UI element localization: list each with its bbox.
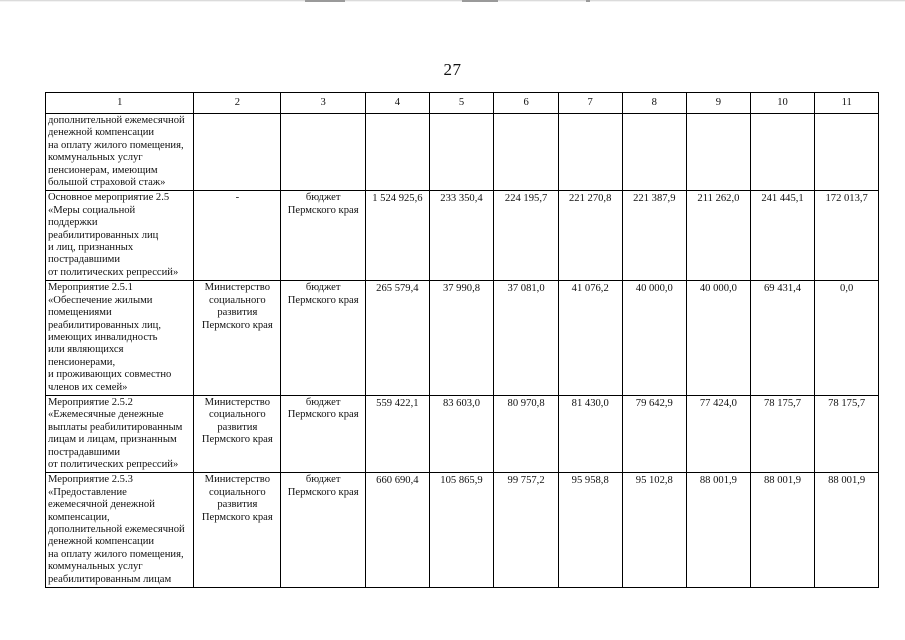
page-number: 27 [443,60,462,79]
amount-cell: 224 195,7 [494,191,559,281]
amount-cell: 211 262,0 [687,191,751,281]
amount-cell: 77 424,0 [687,395,751,472]
amount-cell: 559 422,1 [366,395,430,472]
scan-edge-mark [586,0,590,2]
amount-cell [366,114,430,191]
table-row [46,395,879,472]
amount-cell: 105 865,9 [429,473,494,588]
amount-cell [429,114,494,191]
funding-source-cell [281,114,366,191]
amount-cell: 40 000,0 [622,281,687,396]
column-number-header: 8 [622,93,687,114]
program-funding-table [45,92,879,588]
funding-source-cell: бюджет Пермского края [281,281,366,396]
amount-cell [687,114,751,191]
amount-cell: 88 001,9 [750,473,815,588]
amount-cell: 241 445,1 [750,191,815,281]
column-number-header: 4 [366,93,430,114]
amount-cell: 0,0 [815,281,879,396]
executor-cell: Министерство социального развития Пермского края [194,281,281,396]
measure-name-cell: Мероприятие 2.5.2 «Ежемесячные денежные выплаты реабилитированным лицам и лицам, признанным пострадавшими от политических репрессий» [46,395,194,472]
column-number-header: 7 [558,93,622,114]
amount-cell: 78 175,7 [815,395,879,472]
measure-name-cell: Мероприятие 2.5.3 «Предоставление ежемесячной денежной компенсации, дополнительной ежемесячной денежной компенсации на оплату жилого помещения, коммунальных услуг реабилитированным лицам [46,473,194,588]
amount-cell [494,114,559,191]
column-number-header: 5 [429,93,494,114]
amount-cell: 221 270,8 [558,191,622,281]
measure-name-cell: Основное мероприятие 2.5 «Меры социальной поддержки реабилитированных лиц и лиц, признанных пострадавшими от политических репрессий» [46,191,194,281]
column-number-header: 3 [281,93,366,114]
table-row [46,114,879,191]
amount-cell: 88 001,9 [815,473,879,588]
funding-source-cell: бюджет Пермского края [281,395,366,472]
amount-cell: 172 013,7 [815,191,879,281]
amount-cell: 79 642,9 [622,395,687,472]
measure-name-cell: Мероприятие 2.5.1 «Обеспечение жилыми помещениями реабилитированных лиц, имеющих инвалидность или являющихся пенсионерами, и проживающих совместно членов их семей» [46,281,194,396]
executor-cell: Министерство социального развития Пермского края [194,473,281,588]
funding-source-cell: бюджет Пермского края [281,191,366,281]
amount-cell: 95 958,8 [558,473,622,588]
column-number-header: 2 [194,93,281,114]
column-number-header: 1 [46,93,194,114]
column-number-header: 11 [815,93,879,114]
executor-cell: - [194,191,281,281]
amount-cell: 1 524 925,6 [366,191,430,281]
table-row [46,281,879,396]
amount-cell: 69 431,4 [750,281,815,396]
amount-cell: 41 076,2 [558,281,622,396]
amount-cell [750,114,815,191]
amount-cell: 99 757,2 [494,473,559,588]
column-number-header: 10 [750,93,815,114]
measure-name-cell: дополнительной ежемесячной денежной компенсации на оплату жилого помещения, коммунальных услуг пенсионерам, имеющим большой страховой стаж» [46,114,194,191]
amount-cell: 233 350,4 [429,191,494,281]
amount-cell: 83 603,0 [429,395,494,472]
amount-cell: 660 690,4 [366,473,430,588]
funding-source-cell: бюджет Пермского края [281,473,366,588]
amount-cell: 78 175,7 [750,395,815,472]
scan-top-edge [0,0,905,2]
table-row [46,191,879,281]
amount-cell: 81 430,0 [558,395,622,472]
amount-cell [815,114,879,191]
column-number-header: 6 [494,93,559,114]
amount-cell: 37 081,0 [494,281,559,396]
amount-cell: 80 970,8 [494,395,559,472]
amount-cell: 221 387,9 [622,191,687,281]
executor-cell [194,114,281,191]
scan-edge-mark [462,0,498,2]
table-row [46,473,879,588]
amount-cell: 88 001,9 [687,473,751,588]
amount-cell [558,114,622,191]
amount-cell: 37 990,8 [429,281,494,396]
amount-cell: 40 000,0 [687,281,751,396]
scan-edge-mark [305,0,345,2]
executor-cell: Министерство социального развития Пермского края [194,395,281,472]
amount-cell [622,114,687,191]
header-row [46,93,879,114]
amount-cell: 95 102,8 [622,473,687,588]
amount-cell: 265 579,4 [366,281,430,396]
column-number-header: 9 [687,93,751,114]
